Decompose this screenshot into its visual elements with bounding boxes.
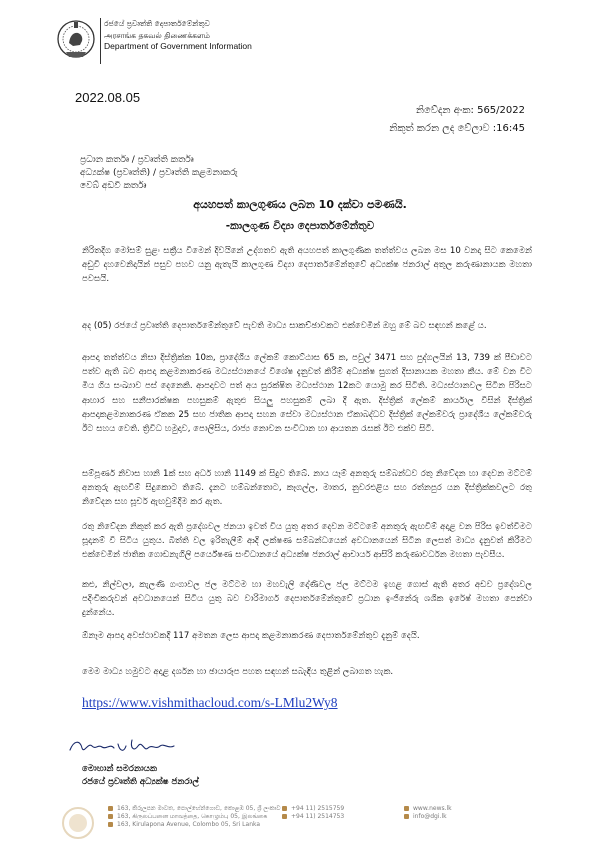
body-paragraph: සම්පූර්ණ නිවාස හානි 1ක් සහ අර්ධ හානි 1149 ක් සිදුව තිබේ. නාය යෑම් අනතුරු සම්බන්ධව රතු නිවේදන හා දෙවන මට්ටම් අනතුරු ඇඟවීම් සිදුකොට තිබේ. දැනට හම්බන්තොට, කෑගල්ල, මාතර, නුවරඑළිය සහ රත්නපුර යන දිස්ත්‍රික්කවලට රතු නිවේදන සහ සූචර් ඇඟවුම්දීම කර ඇත. [82, 469, 532, 508]
body-paragraph: අද (05) රජයේ ප්‍රවෘත්ති දෙපාර්තමේන්තුවේ පැවති මාධ්‍ය සාකච්ඡාවකට එක්වෙමින් ඔහු මේ බව සඳහන් කළේ ය. [82, 321, 487, 331]
phone-icon [282, 806, 287, 811]
fax-icon [282, 814, 287, 819]
recipient-line: අධ්‍යක්ෂ (ප්‍රවෘත්ති) / ප්‍රවෘත්ති කළමනාකරු [80, 168, 238, 178]
body-paragraph: රතු නිවේදන නිකුත් කර ඇති ප්‍රදේශවල ජනයා ඉවත් විය යුතු අතර දෙවන මට්ටමේ අනතුරු ඇඟවීම් අදාළ වන පිරිස ඉවත්වීමට සූදානම් වී සිටිය යුතුය. බිත්ති වල ඉරිතැලීම් ආදි ලක්ෂණ සම්බන්ධයෙන් අවධානයෙන් සිටින ලෙසත් මාධ්‍ය දැනුවත් කිරීමට එක්වෙමින් ජාතික ගොඩනැගිලි පර්යේෂණ සංවිධානයේ අධ්‍යක්ෂ ජනරාල් ආචාර්ය ආසිරි කරුණාවර්ධන මහතා පැවසීය. [82, 522, 532, 561]
location-icon [108, 822, 113, 827]
handwritten-signature [66, 734, 186, 760]
sri-lanka-emblem-icon [56, 17, 96, 61]
body-paragraph: ඕනෑම ආපදා අවස්ථාවකදී 117 අමතන ලෙස ආපදා කළමනාකරණ දෙපාර්තමේන්තුව දැනුම් දෙයි. [82, 631, 420, 641]
letterhead-text [104, 18, 344, 53]
location-icon [108, 806, 113, 811]
press-release-subtitle: -කාලගුණ විද්‍යා දෙපාර්තමේන්තුව [225, 220, 375, 232]
mail-icon [404, 814, 409, 819]
footer-emblem-watermark-icon [56, 806, 100, 840]
dept-name-tamil: அரசாங்க தகவல் திணைக்களம் [104, 30, 210, 40]
media-download-link[interactable]: https://www.vishmithacloud.com/s-LMlu2Wy8 [82, 695, 338, 710]
body-paragraph: කළු, නිල්වලා, කැලණි ගංගාවල ජල මට්ටම හා මහවැලි දෝණිවල ජල මට්ටම ඉහළ ගොස් ඇති අතර අඩව ප්‍රදේශවල පදිංචිකරුවන් අවධානයෙන් සිටිය යුතු බව වාරිමාර්ග දෙපාර්තමේන්තුවේ ප්‍රධාන ඉංජිනේරු ශශික ඉරේෂ් මහතා පෙන්වා දුන්නේය. [82, 580, 532, 619]
body-paragraph: මෙම මාධ්‍ය හමුවට අදාළ දර්ශන හා ඡායාරූප පහත සඳහන් සබැඳිය තුළින් ලබාගත හැක. [82, 667, 394, 677]
body-paragraph: නිරිතදිග මෝසම් සුළං සක්‍රීය වීමෙන් දිවයිනේ උද්ගතව ඇති අයහපත් කාලගුණික තත්ත්වය ලබන මස 10 වනදා සිට කෙමෙන් අඩුවී දහවෙනිදායින් පසුව පහව යනු ඇතැයි කාලගුණ විද්‍යා දෙපාර්තමේන්තුවේ අධ්‍යක්ෂ ජනරාල් අතුල කරුණානායක මහතා පවසයි. [82, 246, 532, 285]
signatory-name: මොහාන් සමරනායක [82, 764, 157, 774]
body-paragraph: ආපදා තත්ත්වය නිසා දිස්ත්‍රික්ක 10ක, ප්‍රාදේශීය ලේකම් කොට්ඨාස 65 ක, පවුල් 3471 සහ පුද්ගලයින් 13, 739 ක් පීඩාවට පත්ව ඇති බව ආපදා කළමනාකරණ මධ්‍යස්ථානයේ විශේෂ දැනුවත් කිරීම් අධ්‍යක්ෂ සුගත් දිසානායක මහතා කීය. මේ වන විට මිය ගිය සංඛ්‍යාව පස් දෙනෙකි. ආපදාවට පත් අය සුරක්ෂිත මධ්‍යස්ථාන 12කට යොමු කර සිටිති. මධ්‍යස්ථානවල සිටින පිරිසට ආහාර සහ සනීපාරක්ෂක පහසුකම් ඇතුළු සියලු පහසුකම් ලබා දී ඇත. දිස්ත්‍රික් ලේකම් කාර්යාල විසින් දිස්ත්‍රික් ආපදාකළමනාකරණ ඒකක 25 සහ ජාතික ආපදා සහන සේවා මධ්‍යස්ථාන ඒකාබද්ධව දිස්ත්‍රික් ලේකම්වරු ප්‍රාදේශීය ලේකම්වරු ඊට සහය වෙති. ත්‍රිවිධ හමුදාව, පොලිසිය, රාජ්‍ය නොවන සංවිධාන හා ආයතන රැසක් ඊට එක්ව සිටී. [82, 353, 532, 435]
location-icon [108, 814, 113, 819]
recipient-line: ප්‍රධාන කර්තෘ / ප්‍රවෘත්ති කර්තෘ [80, 155, 194, 165]
dept-name-sinhala: රජයේ ප්‍රවෘත්ති දෙපාර්තමේන්තුව [104, 19, 210, 28]
footer-phones: +94 11) 2515759 +94 11) 2514753 [282, 805, 344, 821]
release-date: 2022.08.05 [75, 90, 141, 105]
signatory-title: රජයේ ප්‍රවෘත්ති අධ්‍යක්ෂ ජනරාල් [82, 777, 199, 787]
footer-address: 163, කිරුලපන මාවත, පොල්හේන්ගොඩ, කොළඹ 05, ශ්‍රී ලංකාව 163, கிருலப்பனை மாவத்தை, கொழும்பு 05, இலங்கை 163, Kirulapona Avenue, Colombo 05, Sri Lanka [108, 805, 281, 830]
press-release-title: අයහපත් කාලගුණය ලබන 10 දක්වා පමණයි. [193, 198, 407, 211]
footer-web: www.news.lk info@dgi.lk [404, 805, 452, 821]
dept-name-english: Department of Government Information [104, 41, 252, 52]
recipient-line: වෙබ් අඩවි කර්තෘ [80, 181, 147, 191]
letterhead-divider [100, 18, 101, 64]
release-number: නිවේදන අංක: 565/2022 [415, 105, 525, 116]
release-time: නිකුත් කරන ලද වේලාව :16:45 [389, 123, 525, 134]
globe-icon [404, 806, 409, 811]
